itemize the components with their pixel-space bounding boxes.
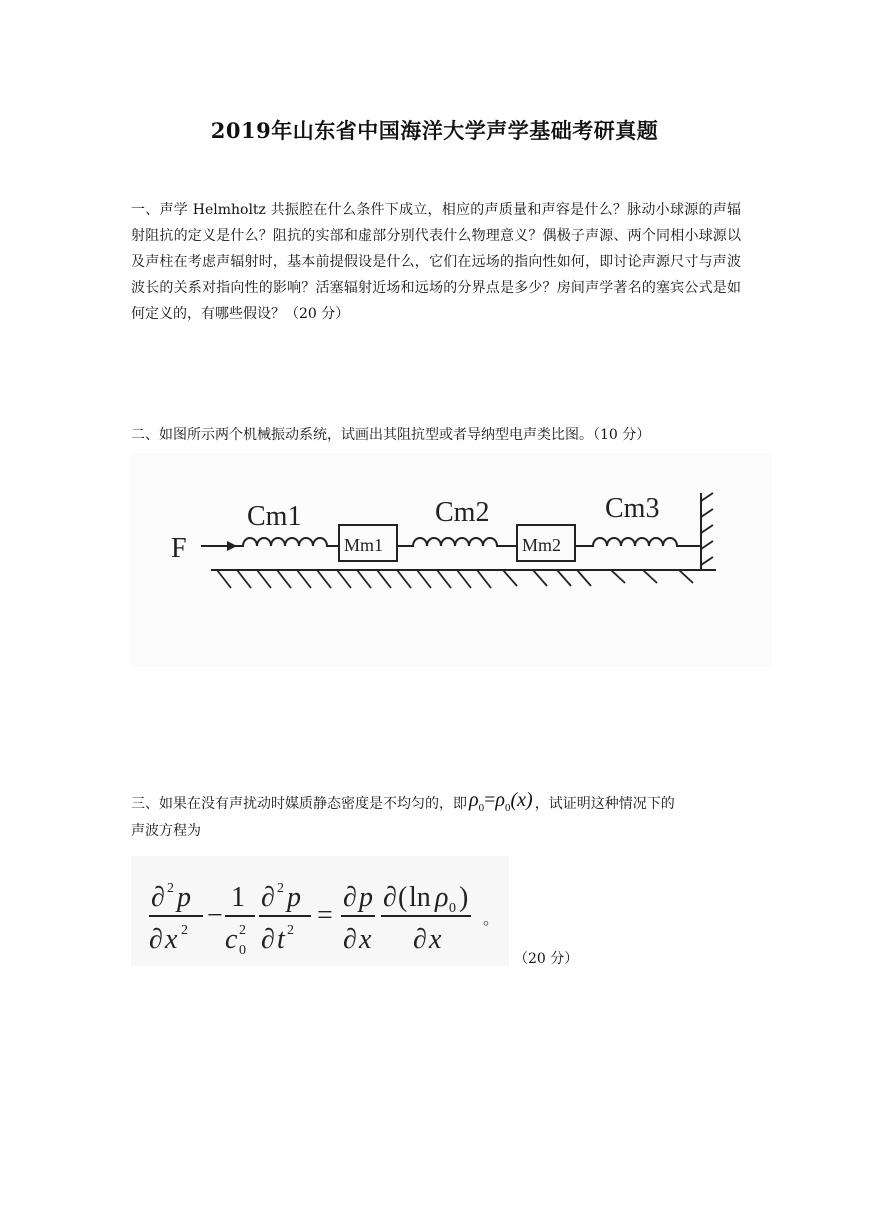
spring1-label: Cm1: [247, 501, 302, 532]
inline-density-equation: $\rho_0=\rho_0(x)$: [469, 789, 533, 814]
ground-hatching: [217, 570, 693, 588]
svg-text:p: p: [359, 882, 373, 913]
svg-text:∂: ∂: [413, 924, 427, 955]
svg-text:2: 2: [277, 881, 284, 896]
svg-text:2: 2: [167, 881, 174, 896]
spring2-label: Cm2: [435, 497, 490, 528]
svg-text:x: x: [165, 924, 178, 955]
wave-equation: [131, 856, 509, 966]
mass1-label: Mm1: [344, 535, 384, 555]
force-label: F: [171, 533, 187, 564]
svg-text:0: 0: [239, 943, 246, 958]
force-arrowhead: [227, 541, 237, 551]
question-2: 二、如图所示两个机械振动系统，试画出其阻抗型或者导纳型电声类比图。（10 分）: [131, 427, 651, 443]
svg-text:−: −: [207, 900, 223, 931]
svg-text:=: =: [317, 900, 333, 931]
svg-text:∂: ∂: [261, 882, 275, 913]
spring-cm2: [397, 538, 517, 546]
svg-text:p: p: [287, 882, 301, 913]
question-3-line1: [131, 790, 741, 818]
wall-hatching: [701, 493, 713, 565]
svg-text:1: 1: [231, 882, 245, 913]
svg-text:∂: ∂: [343, 924, 357, 955]
svg-text:p: p: [177, 882, 191, 913]
svg-text:): ): [459, 882, 469, 913]
page-title: 2019年山东省中国海洋大学声学基础考研真题: [210, 118, 659, 143]
question-3-text-after: ，试证明这种情况下的: [534, 796, 675, 812]
svg-text:x: x: [429, 924, 442, 955]
svg-text:t: t: [277, 924, 285, 955]
question-3-line2: 声波方程为: [131, 823, 201, 839]
svg-text:∂: ∂: [383, 882, 397, 913]
svg-text:2: 2: [287, 923, 294, 938]
mass2-label: Mm2: [522, 535, 562, 555]
svg-text:c: c: [225, 924, 238, 955]
mechanical-system-figure: [131, 453, 772, 667]
svg-text:。: 。: [483, 911, 500, 928]
svg-text:(: (: [398, 882, 408, 913]
svg-text:∂: ∂: [343, 882, 357, 913]
svg-text:ln: ln: [409, 882, 431, 913]
svg-text:2: 2: [181, 923, 188, 938]
wave-equation-image: [131, 856, 509, 966]
svg-text:x: x: [359, 924, 372, 955]
svg-text:∂: ∂: [261, 924, 275, 955]
svg-text:0: 0: [449, 901, 456, 916]
question-3-score: （20 分）: [514, 951, 579, 967]
spring3-label: Cm3: [605, 493, 660, 524]
question-3-text-before: 三、如果在没有声扰动时媒质静态密度是不均匀的，即: [131, 796, 467, 812]
svg-text:2: 2: [239, 923, 246, 938]
svg-text:ρ: ρ: [435, 882, 449, 913]
question-1: 一、声学 Helmholtz 共振腔在什么条件下成立，相应的声质量和声容是什么？脉动小球源的声辐射阻抗的定义是什么？阻抗的实部和虚部分别代表什么物理意义？偶极子声源、两个同相小球源以及声柱在考虑声辐射时，基本前提假设是什么，它们在远场的指向性如何，即讨论声源尺寸与声波波长的关系对指向性的影响？活塞辐射近场和远场的分界点是多少？房间声学著名的塞宾公式是如何定义的，有哪些假设？（20 分）: [131, 202, 741, 322]
spring-cm1: [231, 538, 339, 546]
spring-cm3: [575, 538, 701, 546]
svg-text:∂: ∂: [149, 924, 163, 955]
mechanical-system-diagram: [131, 453, 772, 667]
svg-text:∂: ∂: [151, 882, 165, 913]
